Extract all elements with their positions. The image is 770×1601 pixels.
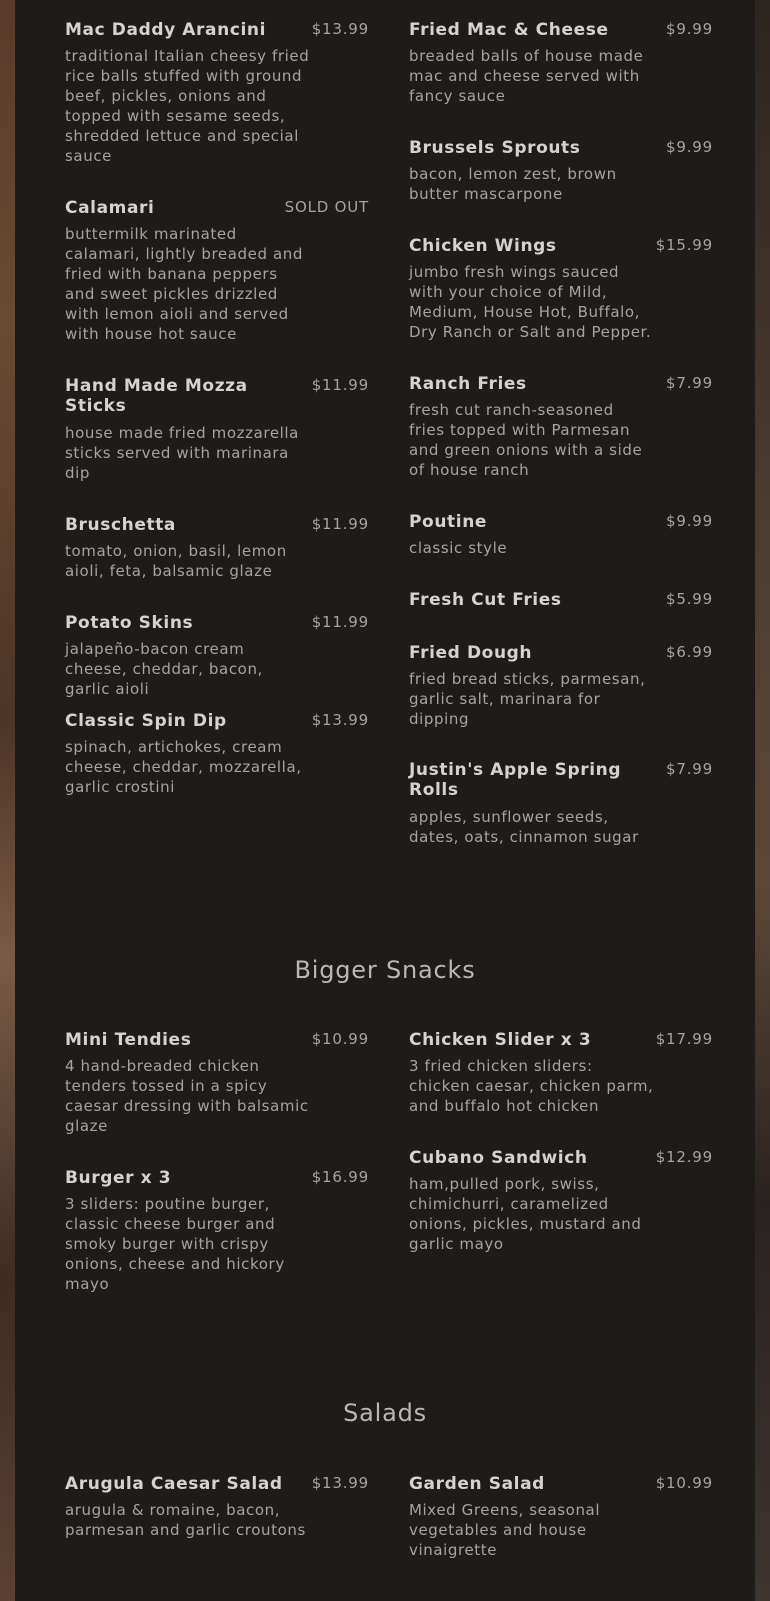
item-name: Mac Daddy Arancini xyxy=(65,20,267,40)
item-price: $17.99 xyxy=(655,1030,713,1048)
menu-item xyxy=(65,376,369,486)
item-name: Fried Mac & Cheese xyxy=(409,20,609,40)
item-name: Chicken Wings xyxy=(409,236,557,256)
item-price: $9.99 xyxy=(666,138,713,156)
menu-item xyxy=(409,138,713,208)
item-description: arugula & romaine, bacon, parmesan and garlic croutons xyxy=(65,1501,306,1539)
item-description: bacon, lemon zest, brown butter mascarpone xyxy=(409,165,617,203)
item-name: Ranch Fries xyxy=(409,374,527,394)
item-name: Bruschetta xyxy=(65,515,176,535)
item-description: breaded balls of house made mac and cheese served with fancy sauce xyxy=(409,47,644,105)
item-price: $13.99 xyxy=(311,711,369,729)
item-name: Chicken Slider x 3 xyxy=(409,1030,592,1050)
background-wood-right xyxy=(754,0,770,1601)
item-description: fried bread sticks, parmesan, garlic salt, marinara for dipping xyxy=(409,670,646,728)
item-name: Brussels Sprouts xyxy=(409,138,581,158)
menu-item xyxy=(65,198,369,348)
item-price: $7.99 xyxy=(666,374,713,392)
item-price: $11.99 xyxy=(311,515,369,533)
menu-item xyxy=(409,1030,713,1120)
item-price: $9.99 xyxy=(666,20,713,38)
item-description: apples, sunflower seeds, dates, oats, cinnamon sugar xyxy=(409,808,639,846)
menu-item xyxy=(65,711,369,801)
item-price: $7.99 xyxy=(666,760,713,778)
menu-item xyxy=(409,512,713,562)
item-description: jalapeño-bacon cream cheese, cheddar, bacon, garlic aioli xyxy=(65,640,263,698)
item-description: house made fried mozzarella sticks served with marinara dip xyxy=(65,424,299,482)
item-description: 3 fried chicken sliders: chicken caesar, chicken parm, and buffalo hot chicken xyxy=(409,1057,654,1115)
item-name: Potato Skins xyxy=(65,613,194,633)
item-description: ham,pulled pork, swiss, chimichurri, caramelized onions, pickles, mustard and garlic mayo xyxy=(409,1175,642,1253)
section-title-bigger-snacks: Bigger Snacks xyxy=(294,956,476,984)
menu-item xyxy=(409,374,713,484)
item-name: Arugula Caesar Salad xyxy=(65,1474,283,1494)
item-description: classic style xyxy=(409,539,508,557)
item-price: $5.99 xyxy=(666,590,713,608)
item-description: fresh cut ranch-seasoned fries topped with Parmesan and green onions with a side of house ranch xyxy=(409,401,643,479)
item-description: buttermilk marinated calamari, lightly breaded and fried with banana peppers and sweet pickles drizzled with lemon aioli and served with house hot sauce xyxy=(65,225,303,343)
item-price: $6.99 xyxy=(666,643,713,661)
menu-item xyxy=(65,20,369,170)
item-name: Justin's Apple Spring Rolls xyxy=(409,760,622,800)
item-price: $12.99 xyxy=(655,1148,713,1166)
item-description: 3 sliders: poutine burger, classic cheese burger and smoky burger with crispy onions, cheese and hickory mayo xyxy=(65,1195,285,1293)
background-wood-left xyxy=(0,0,15,1601)
item-price: $13.99 xyxy=(311,20,369,38)
item-name: Fresh Cut Fries xyxy=(409,590,562,610)
item-price: $10.99 xyxy=(655,1474,713,1492)
item-name: Fried Dough xyxy=(409,643,533,663)
menu-item xyxy=(65,613,369,698)
menu-item xyxy=(409,590,713,614)
item-description: 4 hand-breaded chicken tenders tossed in a spicy caesar dressing with balsamic glaze xyxy=(65,1057,309,1135)
item-price: $11.99 xyxy=(311,613,369,631)
menu-item xyxy=(65,1168,369,1298)
item-name: Classic Spin Dip xyxy=(65,711,227,731)
item-description: tomato, onion, basil, lemon aioli, feta, balsamic glaze xyxy=(65,542,287,580)
menu-item xyxy=(409,20,713,110)
menu-item xyxy=(409,1148,713,1258)
item-name: Hand Made Mozza Sticks xyxy=(65,376,248,416)
menu-item xyxy=(409,760,713,850)
item-price: $15.99 xyxy=(655,236,713,254)
item-description: spinach, artichokes, cream cheese, cheddar, mozzarella, garlic crostini xyxy=(65,738,302,796)
item-description: jumbo fresh wings sauced with your choice of Mild, Medium, House Hot, Buffalo, Dry Ranch or Salt and Pepper. xyxy=(409,263,652,341)
item-price: $9.99 xyxy=(666,512,713,530)
item-name: Calamari xyxy=(65,198,155,218)
item-description: Mixed Greens, seasonal vegetables and house vinaigrette xyxy=(409,1501,601,1559)
menu-item xyxy=(409,236,713,346)
section-title-salads: Salads xyxy=(343,1399,427,1427)
item-name: Poutine xyxy=(409,512,488,532)
menu-item xyxy=(409,643,713,733)
item-name: Burger x 3 xyxy=(65,1168,172,1188)
item-description: traditional Italian cheesy fried rice balls stuffed with ground beef, pickles, onions and topped with sesame seeds, shredded lettuce and special sauce xyxy=(65,47,310,165)
item-price: $13.99 xyxy=(311,1474,369,1492)
item-price: $11.99 xyxy=(311,376,369,394)
item-name: Mini Tendies xyxy=(65,1030,192,1050)
item-name: Cubano Sandwich xyxy=(409,1148,588,1168)
menu-item xyxy=(65,515,369,585)
item-price: $16.99 xyxy=(311,1168,369,1186)
menu-item xyxy=(65,1030,369,1140)
item-name: Garden Salad xyxy=(409,1474,545,1494)
item-price: SOLD OUT xyxy=(284,198,369,216)
item-price: $10.99 xyxy=(311,1030,369,1048)
menu-item xyxy=(409,1474,713,1564)
menu-item xyxy=(65,1474,369,1544)
